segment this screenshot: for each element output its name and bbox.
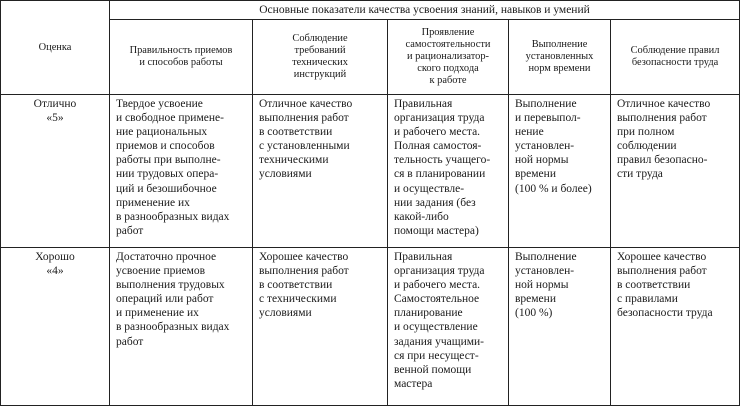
- column-header-label: Выполнение установленных норм времени: [525, 39, 594, 74]
- grade-column-header: [1, 1, 110, 95]
- grade-cell: [1, 248, 110, 406]
- table-cell: Хорошее качество выполнения работ в соответствии с техническими условиями: [253, 248, 388, 406]
- column-header-independence: [388, 20, 509, 95]
- header-columns-row: [1, 20, 740, 95]
- grade-label: Хорошо «4»: [35, 251, 75, 277]
- indicators-group-title: Основные показатели качества усвоения знаний, навыков и умений: [259, 4, 590, 16]
- column-header-label: Проявление самостоятельности и рационализатор- ского подхода к работе: [405, 27, 491, 86]
- column-header-label: Соблюдение требований технических инструкций: [292, 33, 348, 80]
- table-cell: Правильная организация труда и рабочего места. Самостоятельное планирование и осуществление задания учащими- ся при несущест- венной помощи мастера: [388, 248, 509, 406]
- grade-column-label: Оценка: [38, 41, 72, 53]
- column-header-time-norms: [509, 20, 611, 95]
- column-header-tech-instructions: [253, 20, 388, 95]
- table-row-good: [1, 248, 740, 406]
- table-cell: Выполнение установлен- ной нормы времени (100 %): [509, 248, 611, 406]
- indicators-group-header: [110, 1, 740, 20]
- grade-label: Отлично «5»: [33, 98, 77, 124]
- column-header-label: Правильность приемов и способов работы: [129, 45, 233, 68]
- table-cell: Правильная организация труда и рабочего места. Полная самостоя- тельность учащего- ся в планировании и осуществле- нии задания (без какой-либо помощи мастера): [388, 95, 509, 248]
- table-cell: Выполнение и перевыпол- нение установлен- ной нормы времени (100 % и более): [509, 95, 611, 248]
- table-cell: Твердое усвоение и свободное примене- ние рациональных приемов и способов работы при выполне- нии трудовых опера- ций и безошибочное применение их в разнообразных видах работ: [110, 95, 253, 248]
- column-header-label: Соблюдение правил безопасности труда: [630, 45, 720, 68]
- table-row-excellent: [1, 95, 740, 248]
- column-header-techniques: [110, 20, 253, 95]
- header-group-row: [1, 1, 740, 20]
- table-cell: Хорошее качество выполнения работ в соответствии с правилами безопасности труда: [611, 248, 740, 406]
- table-cell: Отличное качество выполнения работ при полном соблюдении правил безопасно- сти труда: [611, 95, 740, 248]
- column-header-safety: [611, 20, 740, 95]
- table-cell: Достаточно прочное усвоение приемов выполнения трудовых операций или работ и применение их в разнообразных видах работ: [110, 248, 253, 406]
- grade-cell: [1, 95, 110, 248]
- table-cell: Отличное качество выполнения работ в соответствии с установленными техническими условиями: [253, 95, 388, 248]
